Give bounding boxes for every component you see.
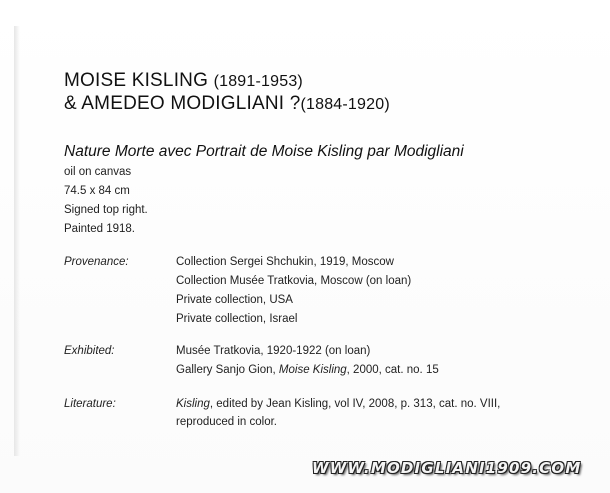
- literature-line: [176, 398, 500, 410]
- artwork-signature: Signed top right.: [64, 204, 148, 216]
- literature-line1-suffix: , edited by Jean Kisling, vol IV, 2008, p. 313, cat. no. VIII,: [209, 398, 501, 410]
- artwork-title: Nature Morte avec Portrait de Moise Kisling par Modigliani: [64, 143, 464, 160]
- artist-heading-modigliani: [64, 93, 390, 115]
- exhibited-line: Musée Tratkovia, 1920-1922 (on loan): [176, 345, 371, 357]
- artist2-name: & AMEDEO MODIGLIANI ?: [64, 93, 301, 114]
- literature-line: reproduced in color.: [176, 416, 278, 428]
- provenance-line: Private collection, Israel: [176, 313, 298, 325]
- exhibited-label: Exhibited:: [64, 345, 115, 357]
- page-edge-shadow: [14, 26, 20, 456]
- provenance-line: Private collection, USA: [176, 294, 293, 306]
- provenance-line: Collection Musée Tratkovia, Moscow (on loan): [176, 275, 412, 287]
- artist2-dates: (1884-1920): [300, 96, 390, 113]
- literature-line1-italic: Kisling: [176, 398, 210, 410]
- artwork-medium: oil on canvas: [64, 166, 132, 178]
- artwork-dimensions: 74.5 x 84 cm: [64, 185, 130, 197]
- artwork-date: Painted 1918.: [64, 223, 135, 235]
- exhibited-line2-italic: Moise Kisling: [278, 364, 347, 376]
- literature-label: Literature:: [64, 398, 116, 410]
- provenance-line: Collection Sergei Shchukin, 1919, Moscow: [176, 256, 394, 268]
- exhibited-line2-suffix: , 2000, cat. no. 15: [346, 364, 439, 376]
- artist-heading-kisling: [64, 70, 303, 92]
- exhibited-line2-prefix: Gallery Sanjo Gion,: [176, 364, 279, 376]
- artist1-dates: (1891-1953): [213, 73, 303, 90]
- provenance-label: Provenance:: [64, 256, 129, 268]
- artist1-name: MOISE KISLING: [64, 70, 209, 91]
- exhibited-line: [176, 364, 439, 376]
- website-watermark: WWW.MODIGLIANI1909.COM: [312, 459, 582, 477]
